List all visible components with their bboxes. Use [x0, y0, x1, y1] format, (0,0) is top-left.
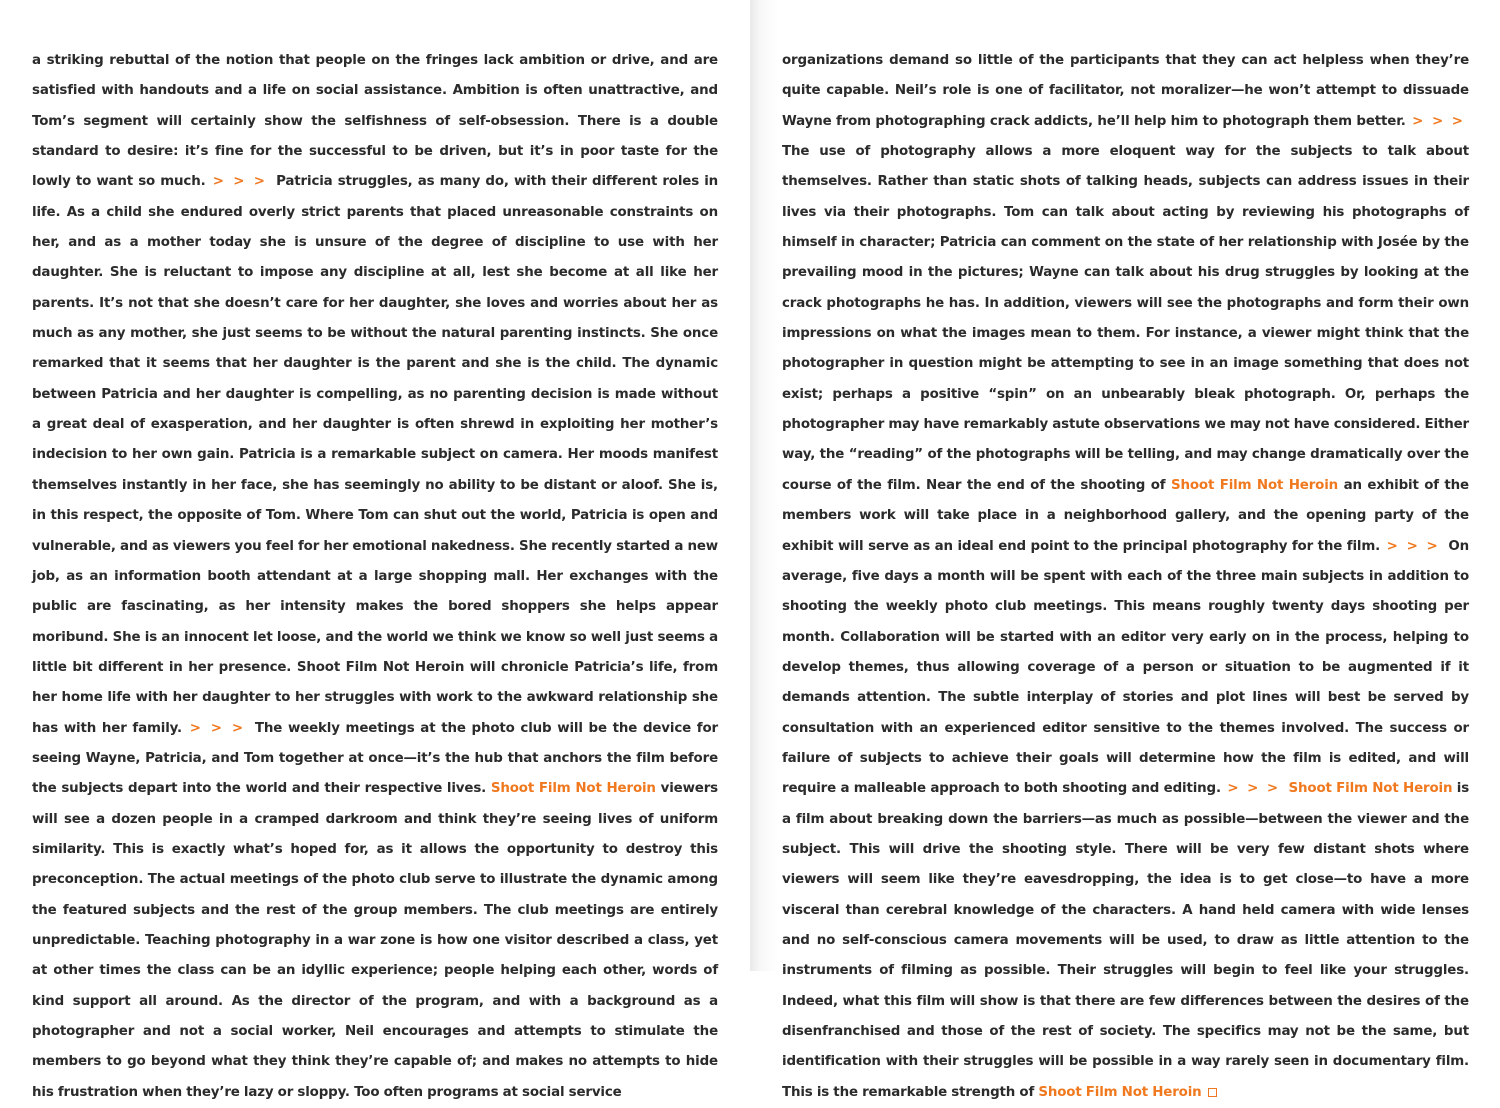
left-page: [0, 0, 750, 1100]
left-text-3b: viewers will see a dozen people in a cramped darkroom and think they’re seeing lives of uniform similarity. This is exactly what’s hoped for, as it allows the opportunity to destroy this preconception. The actual meetings of the photo club serve to illustrate the dynamic among the featured subjects and the rest of the group members. The club meetings are entirely unpredictable. Teaching photography in a war zone is how one visitor described a class, yet at other times the class can be an idyllic experience; people helping each other, words of kind support all around. As the director of the program, and with a background as a photographer and not a social worker, Neil encourages and attempts to stimulate the members to go beyond what they think they’re capable of; and makes no attempts to hide his frustration when they’re lazy or sloppy. Too often programs at social service: [32, 781, 719, 1100]
section-arrow: > > >: [212, 174, 267, 190]
section-arrow: > > >: [189, 720, 246, 736]
film-title-highlight: Shoot Film Not Heroin: [1038, 1084, 1202, 1100]
film-title-highlight: Shoot Film Not Heroin: [1288, 781, 1453, 797]
right-text-3: On average, five days a month will be spent with each of the three main subjects in addition to shooting the weekly photo club meetings. This means roughly twenty days shooting per month. Collaboration will be started with an editor very early on in the process, helping to develop themes, thus allowing coverage of a person or situation to be augmented if it demands attention. The subtle interplay of stories and plot lines will best be served by consultation with an experienced editor sensitive to the themes involved. The success or failure of subjects to achieve their goals will determine how the film is edited, and will require a malleable approach to both shooting and editing.: [782, 538, 1469, 797]
section-arrow: > > >: [1386, 538, 1440, 554]
right-page: [750, 0, 1500, 1100]
right-text-column: [782, 46, 1469, 1108]
right-text-2a: The use of photography allows a more eloquent way for the subjects to talk about themselves. Rather than static shots of talking heads, subjects can address issues in their lives via their photographs. Tom can talk about acting by reviewing his photographs of himself in character; Patricia can comment on the state of her relationship with Josée by the prevailing mood in the pictures; Wayne can talk about his drug struggles by looking at the crack photographs he has. In addition, viewers will see the photographs and form their own impressions on what the images mean to them. For instance, a viewer might think that the photographer in question might be attempting to see in an image something that does not exist; perhaps a positive “spin” on an unbearably bleak photograph. Or, perhaps the photographer may have remarkably astute observations we may not have considered. Either way, the “reading” of the photographs will be telling, and may change dramatically over the course of the film. Near the end of the shooting of: [782, 144, 1469, 493]
section-arrow: > > >: [1227, 781, 1281, 797]
right-text-4: is a film about breaking down the barriers—as much as possible—between the viewer and the subject. This will drive the shooting style. There will be very few distant shots where viewers will seem like they’re eavesdropping, the idea is to get close—to have a more visceral than cerebral knowledge of the characters. A hand held camera with wide lenses and no self-conscious camera movements will be used, to draw as little attention to the instruments of filming as possible. Their struggles will begin to feel like your struggles. Indeed, what this film will show is that there are few differences between the desires of the disenfranchised and those of the rest of society. The specifics may not be the same, but identification with their struggles will be possible in a way rarely seen in documentary film. This is the remarkable strength of: [782, 781, 1470, 1100]
section-arrow: > > >: [1412, 113, 1465, 129]
right-text-2b: an exhibit of the members work will take place in a neighborhood gallery, and the opening party of the exhibit will serve as an ideal end point to the principal photography for the film.: [782, 477, 1469, 554]
left-paragraph: [32, 46, 718, 1108]
left-text-column: [32, 46, 718, 1108]
left-text-2: Patricia struggles, as many do, with their different roles in life. As a child she endured overly strict parents that placed unreasonable constraints on her, and as a mother today she is unsure of the degree of discipline to use with her daughter. She is reluctant to impose any discipline at all, lest she become at all like her parents. It’s not that she doesn’t care for her daughter, she loves and worries about her as much as any mother, she just seems to be without the natural parenting instincts. She once remarked that it seems that her daughter is the parent and she is the child. The dynamic between Patricia and her daughter is compelling, as no parenting decision is made without a great deal of exasperation, and her daughter is often shrewd in exploiting her mother’s indecision to her own gain. Patricia is a remarkable subject on camera. Her moods manifest themselves instantly in her face, she has seemingly no ability to be distant or aloof. She is, in this respect, the opposite of Tom. Where Tom can shut out the world, Patricia is open and vulnerable, and as viewers you feel for her emotional nakedness. She recently started a new job, as an information booth attendant at a large shopping mall. Her exchanges with the public are fascinating, as her intensity makes the bored shoppers she helps appear moribund. She is an innocent let loose, and the world we think we know so well just seems a little bit different in her presence. Shoot Film Not Heroin will chronicle Patricia’s life, from her home life with her daughter to her struggles with work to the awkward relationship she has with her family.: [32, 174, 719, 736]
left-text-3a: The weekly meetings at the photo club will be the device for seeing Wayne, Patricia, and Tom together at once—it’s the hub that anchors the film before the subjects depart into the world and their respective lives.: [32, 720, 718, 797]
left-text-1: a striking rebuttal of the notion that people on the fringes lack ambition or drive, and are satisfied with handouts and a life on social assistance. Ambition is often unattractive, and Tom’s segment will certainly show the selfishness of self-obsession. There is a double standard to desire: it’s fine for the successful to be driven, but it’s in poor taste for the lowly to want so much.: [32, 53, 718, 190]
film-title-highlight: Shoot Film Not Heroin: [1170, 477, 1339, 493]
film-title-highlight: Shoot Film Not Heroin: [490, 781, 656, 797]
right-paragraph: [782, 46, 1469, 1108]
end-of-article-icon: [1208, 1088, 1217, 1097]
right-text-1: organizations demand so little of the participants that they can act helpless when they’re quite capable. Neil’s role is one of facilitator, not moralizer—he won’t attempt to dissuade Wayne from photographing crack addicts, he’ll help him to photograph them better.: [782, 53, 1469, 129]
